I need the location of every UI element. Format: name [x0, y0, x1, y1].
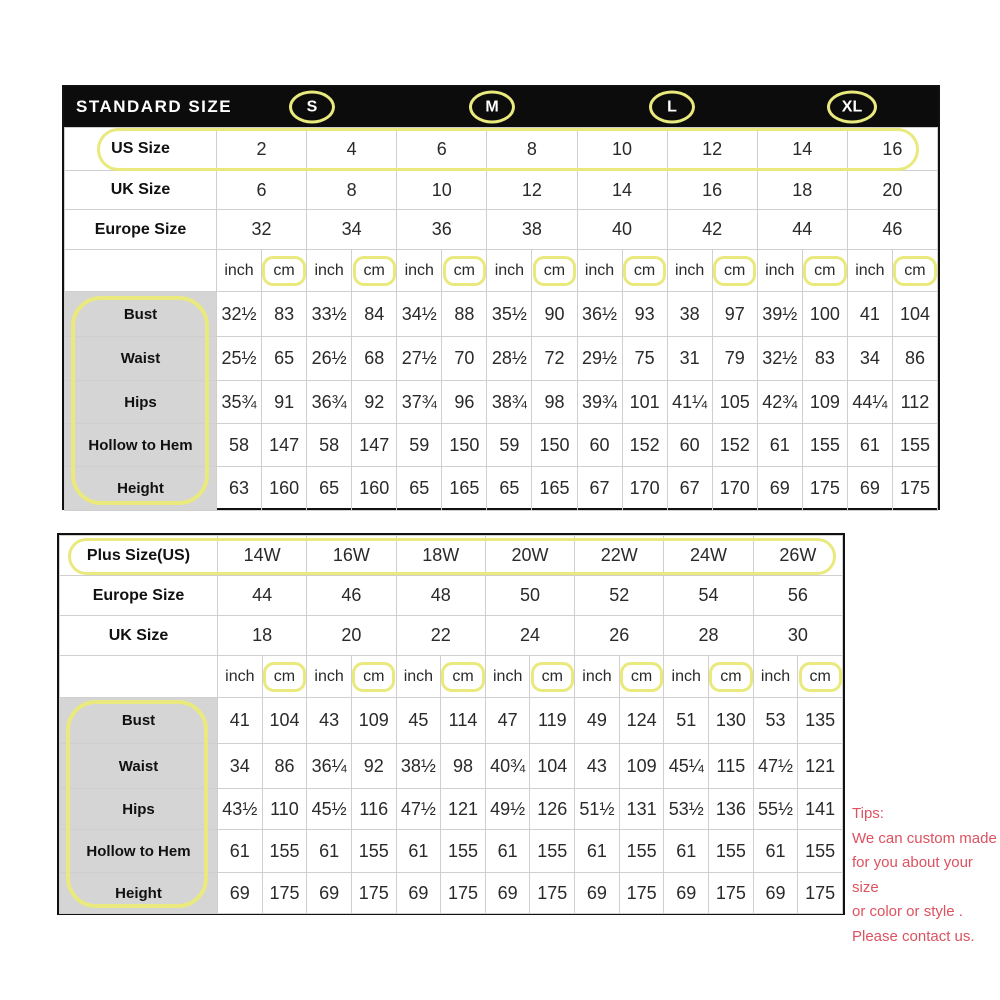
- size-cell: 50: [485, 576, 574, 616]
- size-cell: 22W: [575, 536, 664, 576]
- value-cell: 83: [802, 337, 847, 381]
- cm-highlight-box: cm: [352, 662, 395, 692]
- value-cell: 175: [262, 873, 307, 914]
- size-cell: 48: [396, 576, 485, 616]
- value-cell: 38½: [396, 744, 441, 789]
- value-cell: 65: [397, 467, 442, 511]
- unit-inch-cell: inch: [753, 656, 798, 698]
- size-cell: 14: [577, 171, 667, 210]
- row-label: Bust: [65, 292, 217, 337]
- value-cell: 58: [307, 424, 352, 467]
- size-cell: 44: [757, 210, 847, 250]
- value-cell: 60: [667, 424, 712, 467]
- unit-cm-cell: [262, 250, 307, 292]
- value-cell: 69: [485, 873, 530, 914]
- unit-row-label: [60, 656, 218, 698]
- value-cell: 104: [530, 744, 575, 789]
- value-cell: 70: [442, 337, 487, 381]
- value-cell: 130: [709, 698, 754, 744]
- size-cell: 14W: [218, 536, 307, 576]
- cm-highlight-box: cm: [709, 662, 752, 692]
- value-cell: 109: [802, 381, 847, 424]
- size-cell: 20: [847, 171, 937, 210]
- tips-lines: [852, 827, 1000, 950]
- value-cell: 43: [307, 698, 352, 744]
- value-cell: 96: [442, 381, 487, 424]
- table-row: [65, 424, 938, 467]
- plus-size-table: [57, 533, 845, 915]
- value-cell: 67: [577, 467, 622, 511]
- value-cell: 43½: [218, 789, 263, 830]
- value-cell: 152: [622, 424, 667, 467]
- value-cell: 32½: [217, 292, 262, 337]
- cm-highlight-box: cm: [263, 662, 306, 692]
- cm-highlight-box: cm: [803, 256, 846, 286]
- value-cell: 126: [530, 789, 575, 830]
- value-cell: 109: [619, 744, 664, 789]
- size-group-badge: XL: [827, 91, 877, 124]
- size-cell: 10: [577, 128, 667, 171]
- plus-size-grid: [59, 535, 843, 914]
- row-label: UK Size: [60, 616, 218, 656]
- size-cell: 8: [307, 171, 397, 210]
- cm-highlight-box: cm: [799, 662, 842, 692]
- value-cell: 34: [218, 744, 263, 789]
- unit-inch-cell: inch: [307, 656, 352, 698]
- row-label: Hollow to Hem: [60, 830, 218, 873]
- value-cell: 45½: [307, 789, 352, 830]
- value-cell: 36½: [577, 292, 622, 337]
- value-cell: 115: [709, 744, 754, 789]
- value-cell: 51½: [575, 789, 620, 830]
- value-cell: 42¾: [757, 381, 802, 424]
- value-cell: 155: [892, 424, 937, 467]
- value-cell: 92: [352, 381, 397, 424]
- value-cell: 124: [619, 698, 664, 744]
- value-cell: 28½: [487, 337, 532, 381]
- table-row: [65, 467, 938, 511]
- value-cell: 155: [262, 830, 307, 873]
- value-cell: 51: [664, 698, 709, 744]
- value-cell: 69: [396, 873, 441, 914]
- value-cell: 60: [577, 424, 622, 467]
- value-cell: 86: [262, 744, 307, 789]
- unit-inch-cell: inch: [577, 250, 622, 292]
- value-cell: 116: [351, 789, 396, 830]
- unit-cm-cell: [441, 656, 486, 698]
- table-row: [60, 698, 843, 744]
- value-cell: 83: [262, 292, 307, 337]
- value-cell: 69: [847, 467, 892, 511]
- unit-cm-cell: [619, 656, 664, 698]
- value-cell: 98: [532, 381, 577, 424]
- value-cell: 131: [619, 789, 664, 830]
- unit-inch-cell: inch: [667, 250, 712, 292]
- value-cell: 44¼: [847, 381, 892, 424]
- value-cell: 36¾: [307, 381, 352, 424]
- value-cell: 63: [217, 467, 262, 511]
- value-cell: 47: [485, 698, 530, 744]
- value-cell: 65: [262, 337, 307, 381]
- value-cell: 29½: [577, 337, 622, 381]
- value-cell: 175: [530, 873, 575, 914]
- value-cell: 175: [619, 873, 664, 914]
- value-cell: 88: [442, 292, 487, 337]
- value-cell: 104: [262, 698, 307, 744]
- value-cell: 75: [622, 337, 667, 381]
- standard-size-header-bar: [64, 87, 938, 127]
- value-cell: 100: [802, 292, 847, 337]
- value-cell: 61: [396, 830, 441, 873]
- size-cell: 26W: [753, 536, 842, 576]
- cm-highlight-box: cm: [443, 256, 486, 286]
- row-label: Hips: [60, 789, 218, 830]
- value-cell: 104: [892, 292, 937, 337]
- value-cell: 69: [307, 873, 352, 914]
- size-group-badge: L: [649, 91, 695, 124]
- value-cell: 59: [397, 424, 442, 467]
- value-cell: 38: [667, 292, 712, 337]
- size-cell: 12: [667, 128, 757, 171]
- value-cell: 155: [709, 830, 754, 873]
- value-cell: 86: [892, 337, 937, 381]
- tips-title: Tips:: [852, 805, 884, 822]
- value-cell: 175: [892, 467, 937, 511]
- value-cell: 165: [532, 467, 577, 511]
- standard-size-title: STANDARD SIZE: [76, 97, 233, 116]
- size-cell: 54: [664, 576, 753, 616]
- cm-highlight-box: cm: [623, 256, 666, 286]
- value-cell: 92: [351, 744, 396, 789]
- size-cell: 44: [218, 576, 307, 616]
- row-label: Hips: [65, 381, 217, 424]
- size-cell: 40: [577, 210, 667, 250]
- unit-inch-cell: inch: [664, 656, 709, 698]
- value-cell: 147: [262, 424, 307, 467]
- row-label: Plus Size(US): [60, 536, 218, 576]
- value-cell: 69: [757, 467, 802, 511]
- size-cell: 14: [757, 128, 847, 171]
- row-label: Europe Size: [65, 210, 217, 250]
- cm-highlight-box: cm: [531, 662, 574, 692]
- table-row: [65, 337, 938, 381]
- size-cell: 18: [757, 171, 847, 210]
- value-cell: 32½: [757, 337, 802, 381]
- unit-cm-cell: [262, 656, 307, 698]
- unit-inch-cell: inch: [307, 250, 352, 292]
- size-cell: 22: [396, 616, 485, 656]
- value-cell: 79: [712, 337, 757, 381]
- unit-inch-cell: inch: [757, 250, 802, 292]
- value-cell: 175: [441, 873, 486, 914]
- row-label: Height: [65, 467, 217, 511]
- size-group-badge: S: [289, 91, 335, 124]
- size-cell: 56: [753, 576, 842, 616]
- value-cell: 39¾: [577, 381, 622, 424]
- value-cell: 61: [218, 830, 263, 873]
- unit-inch-cell: inch: [217, 250, 262, 292]
- value-cell: 41¼: [667, 381, 712, 424]
- size-cell: 34: [307, 210, 397, 250]
- size-cell: 4: [307, 128, 397, 171]
- value-cell: 61: [753, 830, 798, 873]
- table-row: [65, 381, 938, 424]
- value-cell: 55½: [753, 789, 798, 830]
- size-cell: 24W: [664, 536, 753, 576]
- value-cell: 47½: [396, 789, 441, 830]
- size-cell: 10: [397, 171, 487, 210]
- value-cell: 40¾: [485, 744, 530, 789]
- value-cell: 33½: [307, 292, 352, 337]
- value-cell: 61: [575, 830, 620, 873]
- table-row: [60, 616, 843, 656]
- value-cell: 119: [530, 698, 575, 744]
- unit-inch-cell: inch: [218, 656, 263, 698]
- size-cell: 16: [847, 128, 937, 171]
- cm-highlight-box: cm: [533, 256, 576, 286]
- value-cell: 175: [802, 467, 847, 511]
- value-cell: 112: [892, 381, 937, 424]
- value-cell: 41: [218, 698, 263, 744]
- row-label: UK Size: [65, 171, 217, 210]
- value-cell: 152: [712, 424, 757, 467]
- value-cell: 61: [757, 424, 802, 467]
- value-cell: 36¼: [307, 744, 352, 789]
- unit-cm-cell: [622, 250, 667, 292]
- value-cell: 170: [712, 467, 757, 511]
- value-cell: 31: [667, 337, 712, 381]
- value-cell: 45: [396, 698, 441, 744]
- value-cell: 41: [847, 292, 892, 337]
- table-row: [65, 171, 938, 210]
- value-cell: 53½: [664, 789, 709, 830]
- size-cell: 20: [307, 616, 396, 656]
- value-cell: 105: [712, 381, 757, 424]
- cm-highlight-box: cm: [262, 256, 305, 286]
- unit-row: [65, 250, 938, 292]
- value-cell: 26½: [307, 337, 352, 381]
- size-cell: 52: [575, 576, 664, 616]
- value-cell: 98: [441, 744, 486, 789]
- value-cell: 65: [307, 467, 352, 511]
- value-cell: 38¾: [487, 381, 532, 424]
- value-cell: 69: [753, 873, 798, 914]
- table-row: [60, 830, 843, 873]
- table-row: [60, 789, 843, 830]
- value-cell: 35½: [487, 292, 532, 337]
- row-label: Waist: [60, 744, 218, 789]
- size-cell: 46: [847, 210, 937, 250]
- cm-highlight-box: cm: [620, 662, 663, 692]
- size-cell: 8: [487, 128, 577, 171]
- tips-line: for you about your size: [852, 854, 973, 896]
- tips-line: Please contact us.: [852, 927, 975, 945]
- value-cell: 91: [262, 381, 307, 424]
- row-label: Europe Size: [60, 576, 218, 616]
- value-cell: 69: [664, 873, 709, 914]
- size-cell: 42: [667, 210, 757, 250]
- unit-cm-cell: [352, 250, 397, 292]
- size-group-badge: M: [469, 91, 515, 124]
- value-cell: 27½: [397, 337, 442, 381]
- value-cell: 34: [847, 337, 892, 381]
- value-cell: 49½: [485, 789, 530, 830]
- size-cell: 2: [217, 128, 307, 171]
- cm-highlight-box: cm: [353, 256, 396, 286]
- value-cell: 69: [218, 873, 263, 914]
- row-label: Bust: [60, 698, 218, 744]
- value-cell: 84: [352, 292, 397, 337]
- size-cell: 32: [217, 210, 307, 250]
- value-cell: 61: [664, 830, 709, 873]
- value-cell: 155: [802, 424, 847, 467]
- value-cell: 39½: [757, 292, 802, 337]
- value-cell: 160: [352, 467, 397, 511]
- size-cell: 36: [397, 210, 487, 250]
- value-cell: 61: [307, 830, 352, 873]
- unit-inch-cell: inch: [397, 250, 442, 292]
- value-cell: 90: [532, 292, 577, 337]
- value-cell: 147: [352, 424, 397, 467]
- unit-inch-cell: inch: [396, 656, 441, 698]
- value-cell: 68: [352, 337, 397, 381]
- value-cell: 155: [619, 830, 664, 873]
- tips-line: We can custom made: [852, 829, 997, 847]
- size-cell: 16: [667, 171, 757, 210]
- value-cell: 47½: [753, 744, 798, 789]
- value-cell: 121: [441, 789, 486, 830]
- unit-cm-cell: [892, 250, 937, 292]
- value-cell: 65: [487, 467, 532, 511]
- value-cell: 53: [753, 698, 798, 744]
- value-cell: 114: [441, 698, 486, 744]
- table-row: [60, 744, 843, 789]
- value-cell: 109: [351, 698, 396, 744]
- value-cell: 45¼: [664, 744, 709, 789]
- standard-size-table: [62, 85, 940, 510]
- value-cell: 69: [575, 873, 620, 914]
- unit-row-label: [65, 250, 217, 292]
- unit-cm-cell: [351, 656, 396, 698]
- value-cell: 43: [575, 744, 620, 789]
- row-label: Height: [60, 873, 218, 914]
- tips-line: or color or style .: [852, 903, 963, 920]
- size-cell: 30: [753, 616, 842, 656]
- value-cell: 175: [351, 873, 396, 914]
- value-cell: 34½: [397, 292, 442, 337]
- value-cell: 110: [262, 789, 307, 830]
- value-cell: 150: [442, 424, 487, 467]
- size-cell: 18: [218, 616, 307, 656]
- row-label: Waist: [65, 337, 217, 381]
- value-cell: 59: [487, 424, 532, 467]
- size-cell: 28: [664, 616, 753, 656]
- value-cell: 37¾: [397, 381, 442, 424]
- value-cell: 136: [709, 789, 754, 830]
- value-cell: 97: [712, 292, 757, 337]
- value-cell: 58: [217, 424, 262, 467]
- value-cell: 170: [622, 467, 667, 511]
- value-cell: 121: [798, 744, 843, 789]
- standard-size-grid: [64, 127, 938, 511]
- table-row: [60, 576, 843, 616]
- size-cell: 6: [217, 171, 307, 210]
- unit-cm-cell: [802, 250, 847, 292]
- value-cell: 101: [622, 381, 667, 424]
- value-cell: 155: [351, 830, 396, 873]
- unit-inch-cell: inch: [485, 656, 530, 698]
- size-cell: 24: [485, 616, 574, 656]
- value-cell: 155: [798, 830, 843, 873]
- value-cell: 155: [441, 830, 486, 873]
- value-cell: 35¾: [217, 381, 262, 424]
- size-cell: 6: [397, 128, 487, 171]
- row-label: US Size: [65, 128, 217, 171]
- table-row: [60, 536, 843, 576]
- cm-highlight-box: cm: [713, 256, 756, 286]
- unit-cm-cell: [709, 656, 754, 698]
- unit-cm-cell: [532, 250, 577, 292]
- value-cell: 61: [847, 424, 892, 467]
- value-cell: 141: [798, 789, 843, 830]
- value-cell: 49: [575, 698, 620, 744]
- unit-cm-cell: [712, 250, 757, 292]
- value-cell: 93: [622, 292, 667, 337]
- unit-cm-cell: [530, 656, 575, 698]
- unit-inch-cell: inch: [847, 250, 892, 292]
- unit-cm-cell: [798, 656, 843, 698]
- value-cell: 67: [667, 467, 712, 511]
- tips-note: [852, 802, 1000, 949]
- value-cell: 160: [262, 467, 307, 511]
- value-cell: 61: [485, 830, 530, 873]
- value-cell: 165: [442, 467, 487, 511]
- unit-cm-cell: [442, 250, 487, 292]
- value-cell: 175: [709, 873, 754, 914]
- table-row: [65, 292, 938, 337]
- table-row: [60, 873, 843, 914]
- value-cell: 175: [798, 873, 843, 914]
- table-row: [65, 210, 938, 250]
- row-label: Hollow to Hem: [65, 424, 217, 467]
- cm-highlight-box: cm: [441, 662, 484, 692]
- unit-inch-cell: inch: [575, 656, 620, 698]
- size-cell: 20W: [485, 536, 574, 576]
- size-cell: 38: [487, 210, 577, 250]
- size-cell: 18W: [396, 536, 485, 576]
- value-cell: 155: [530, 830, 575, 873]
- size-cell: 26: [575, 616, 664, 656]
- size-cell: 16W: [307, 536, 396, 576]
- value-cell: 72: [532, 337, 577, 381]
- value-cell: 150: [532, 424, 577, 467]
- table-row: [65, 128, 938, 171]
- value-cell: 25½: [217, 337, 262, 381]
- cm-highlight-box: cm: [893, 256, 936, 286]
- size-cell: 46: [307, 576, 396, 616]
- unit-inch-cell: inch: [487, 250, 532, 292]
- unit-row: [60, 656, 843, 698]
- value-cell: 135: [798, 698, 843, 744]
- size-cell: 12: [487, 171, 577, 210]
